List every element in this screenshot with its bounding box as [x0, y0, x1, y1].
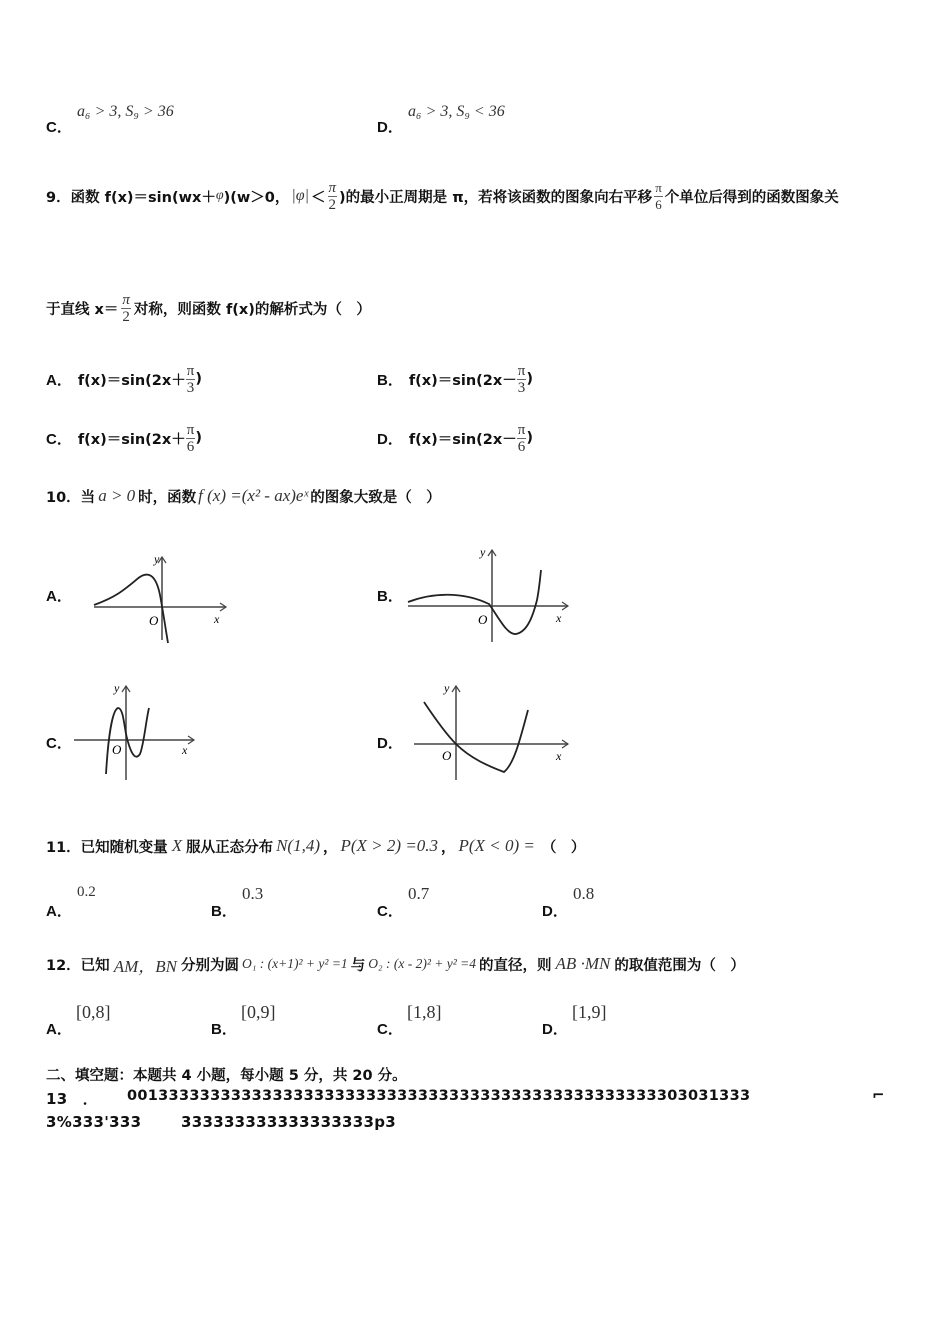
- q11-given: P(X > 2) =0.3: [340, 836, 439, 855]
- q12-option-b-label: B．: [211, 1021, 237, 1038]
- q12-circle-1: O₁ : (x+1)² + y² =1: [241, 956, 348, 971]
- q9-stem-line1: [46, 166, 839, 226]
- q9-text-2: )(w＞0，: [223, 189, 290, 206]
- q8-option-c-label: C．: [46, 119, 72, 136]
- q10-option-b-label: B．: [377, 588, 403, 605]
- q11-ask: P(X < 0) =: [458, 836, 535, 855]
- q12-option-a-label: A．: [46, 1021, 72, 1038]
- q10-stem: 10．当 a > 0 时，函数 f (x) =(x² - ax)eˣ 的图象大致是（ ）: [46, 486, 441, 506]
- svg-text:O: O: [478, 612, 488, 627]
- svg-text:y: y: [480, 545, 486, 559]
- q12-option-d-label: D．: [542, 1021, 568, 1038]
- q10-graph-d: [410, 680, 575, 785]
- q9-text-4: 个单位后得到的函数图象关: [664, 189, 839, 206]
- svg-text:y: y: [444, 681, 450, 695]
- q10-option-d-label: D．: [377, 735, 403, 752]
- q12-option-a-val: [0,8]: [76, 1002, 111, 1022]
- svg-text:x: x: [556, 749, 562, 763]
- q11-option-c-label: C．: [377, 903, 403, 920]
- q13-line-2a: 3%333'333: [46, 1113, 142, 1131]
- q13-line-1: 001333333333333333333333333333333333333333333333333303031333: [127, 1088, 751, 1104]
- q9-option-a: A． f(x)＝sin(2x＋ $\frac{\pi}{3}$ ): [46, 362, 202, 396]
- q12-segments: AM，BN: [113, 956, 177, 976]
- q9-text-5: 于直线 x＝: [46, 301, 119, 318]
- q11-option-a-label: A．: [46, 903, 72, 920]
- q11-stem: 11．已知随机变量 X 服从正态分布 N(1,4) ， P(X > 2) =0.3 ， P(X < 0) = （ ）: [46, 836, 586, 856]
- q12-option-c-val: [1,8]: [407, 1002, 442, 1022]
- q10-function: f (x) =(x² - ax)eˣ: [198, 486, 309, 505]
- svg-text:O: O: [112, 742, 122, 757]
- q12-circle-2: O₂ : (x - 2)² + y² =4: [368, 956, 477, 971]
- q12-stem: 12．已知 AM，BN 分别为圆 O₁ : (x+1)² + y² =1 与 O₂ : (x - 2)² + y² =4 的直径，则 AB ·MN 的取值范围为（ ）: [46, 944, 745, 984]
- q9-phi: φ: [215, 188, 224, 203]
- q9-stem-line2: [46, 280, 371, 336]
- q9-pi-over-6: $\frac{\pi}{6}$: [655, 179, 662, 212]
- q12-option-d-val: [1,9]: [572, 1002, 607, 1022]
- q11-option-c-val: 0.7: [408, 884, 430, 903]
- q10-option-c-label: C．: [46, 735, 72, 752]
- q9-option-d: D． f(x)＝sin(2x－ $\frac{\pi}{6}$ ): [377, 421, 533, 455]
- q9-text-6: 对称，则函数 f(x)的解析式为（ ）: [133, 301, 371, 318]
- q8-option-d-label: D．: [377, 119, 403, 136]
- q10-graph-a: [86, 545, 231, 645]
- q13-line-2b: 333333333333333333p3: [181, 1113, 397, 1131]
- q12-dot-product: AB ·MN: [555, 954, 611, 973]
- q8-option-c-expr: a₆ > 3, S₉ > 36: [77, 103, 174, 120]
- q11-x: X: [171, 836, 183, 855]
- q9-abs-phi: |φ|: [291, 187, 310, 204]
- svg-text:x: x: [182, 743, 188, 757]
- svg-text:x: x: [214, 612, 220, 626]
- q11-option-d-val: 0.8: [573, 884, 595, 903]
- q8-option-d-expr: a₆ > 3, S₉ < 36: [408, 103, 505, 120]
- q9-text-3: )的最小正周期是 π，若将该函数的图象向右平移: [339, 189, 653, 206]
- q11-option-b-label: B．: [211, 903, 237, 920]
- q11-option-d-label: D．: [542, 903, 568, 920]
- q9-pi-over-2-b: $\frac{\pi}{2}$: [122, 291, 130, 325]
- q11-option-a-val: 0.2: [77, 884, 96, 900]
- svg-text:x: x: [556, 611, 562, 625]
- svg-text:y: y: [114, 681, 120, 695]
- q12-option-b-val: [0,9]: [241, 1002, 276, 1022]
- svg-text:y: y: [154, 552, 160, 566]
- svg-text:O: O: [149, 613, 159, 628]
- q9-option-b: B． f(x)＝sin(2x－ $\frac{\pi}{3}$ ): [377, 362, 533, 396]
- q10-graph-b: [404, 540, 574, 645]
- q9-text-1: 9．函数 f(x)＝sin(wx＋: [46, 189, 216, 206]
- q12-option-c-label: C．: [377, 1021, 403, 1038]
- q9-pi-over-2: $\frac{\pi}{2}$: [328, 179, 337, 213]
- q13-number: 13 ．: [46, 1090, 99, 1108]
- q9-option-c: C． f(x)＝sin(2x＋ $\frac{\pi}{6}$ ): [46, 421, 202, 455]
- svg-text:O: O: [442, 748, 452, 763]
- q9-lt: ＜: [311, 189, 326, 206]
- q10-condition: a > 0: [98, 486, 136, 505]
- section-2-heading: 二、填空题：本题共 4 小题，每小题 5 分，共 20 分。: [46, 1068, 407, 1084]
- q13-tail-mark: ⌐: [872, 1086, 885, 1104]
- q11-option-b-val: 0.3: [242, 884, 264, 903]
- q10-graph-c: [70, 680, 200, 785]
- q11-distribution: N(1,4): [276, 836, 320, 855]
- q10-option-a-label: A．: [46, 588, 72, 605]
